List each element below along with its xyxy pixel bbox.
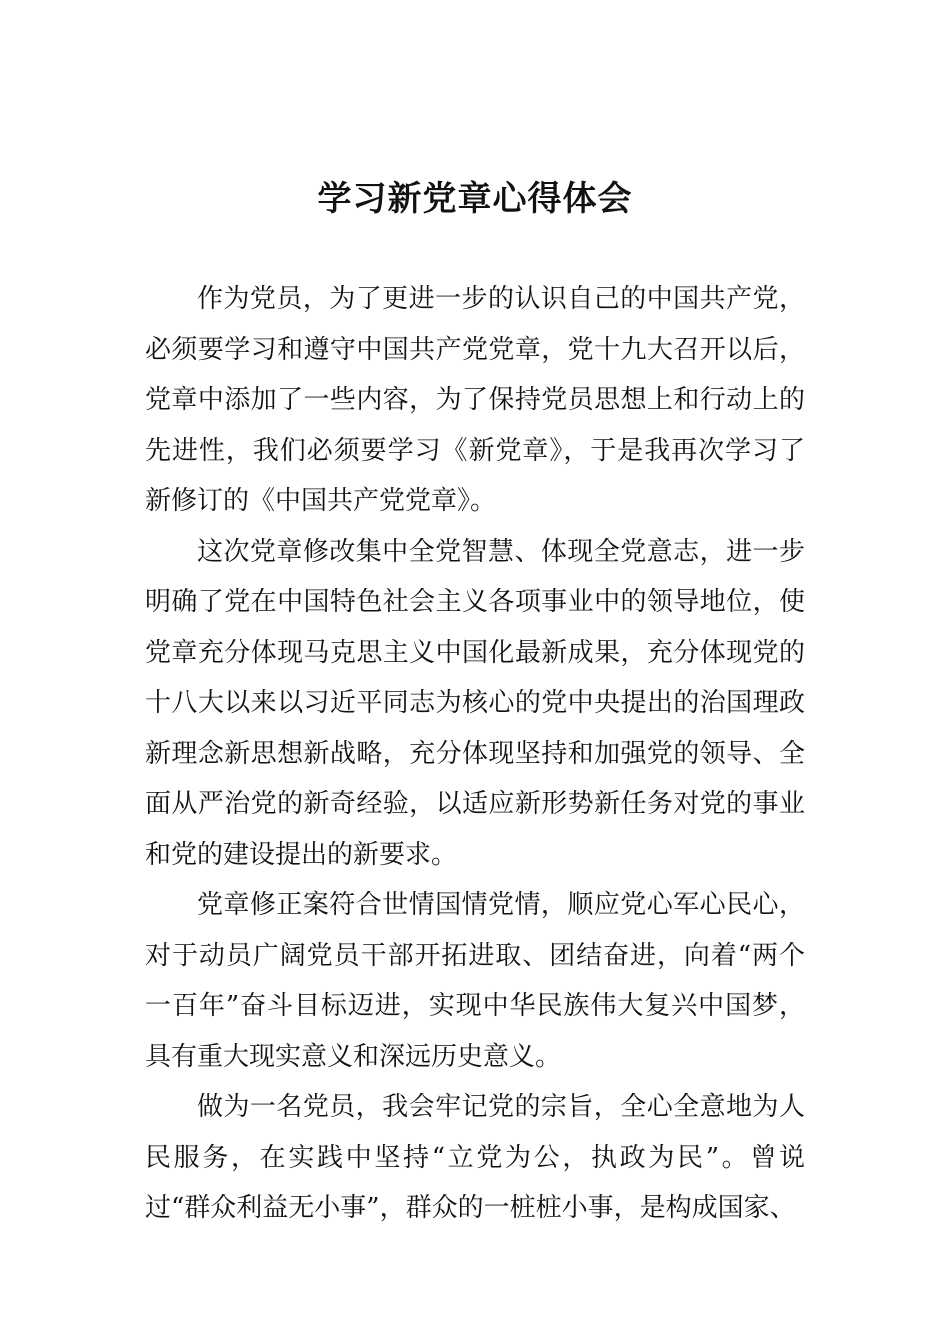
paragraph-1: 作为党员，为了更进一步的认识自己的中国共产党，必须要学习和遵守中国共产党党章，党十九大召开以后，党章中添加了一些内容，为了保持党员思想上和行动上的先进性，我们必须要学习《新党章》，于是我再次学习了新修订的《中国共产党党章》。 xyxy=(145,284,805,516)
document-body xyxy=(145,274,805,1234)
document-title: 学习新党章心得体会 xyxy=(317,179,633,219)
paragraph-3: 党章修正案符合世情国情党情，顺应党心军心民心，对于动员广阔党员干部开拓进取、团结奋进，向着“两个一百年”奋斗目标迈进，实现中华民族伟大复兴中国梦，具有重大现实意义和深远历史意义。 xyxy=(145,890,805,1072)
paragraph-4: 做为一名党员，我会牢记党的宗旨，全心全意地为人民服务，在实践中坚持“立党为公，执政为民”。曾说过“群众利益无小事”，群众的一桩桩小事，是构成国家、 xyxy=(145,1092,805,1223)
paragraph-2: 这次党章修改集中全党智慧、体现全党意志，进一步明确了党在中国特色社会主义各项事业中的领导地位，使党章充分体现马克思主义中国化最新成果，充分体现党的十八大以来以习近平同志为核心的党中央提出的治国理政新理念新思想新战略，充分体现坚持和加强党的领导、全面从严治党的新奇经验，以适应新形势新任务对党的事业和党的建设提出的新要求。 xyxy=(145,536,805,870)
